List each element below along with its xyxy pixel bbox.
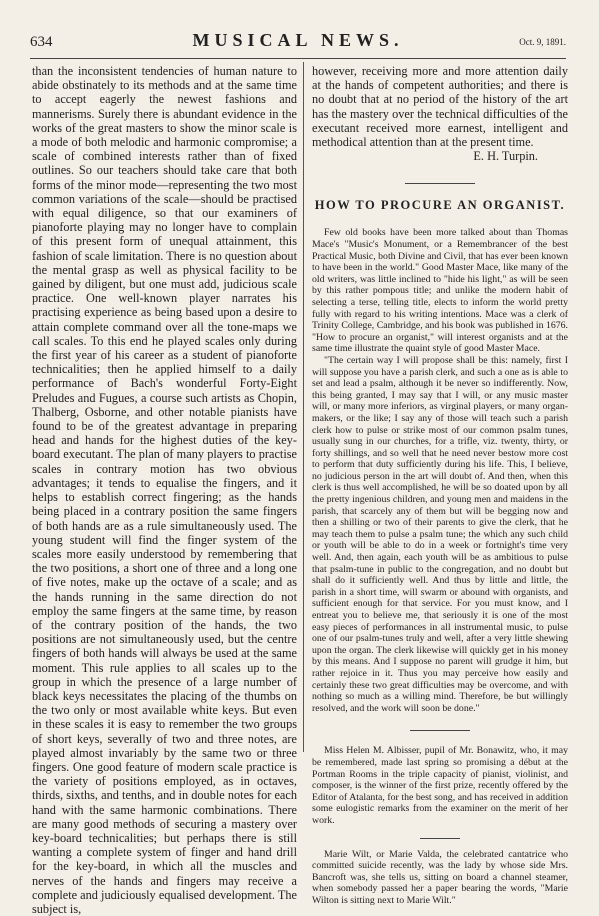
left-column-text: than the inconsistent tendencies of human nature to abide obstinately to its methods and at the same time to accept eagerly the newest fashions and mannerisms. Surely there is abundant evidence in the works of the great masters to show the minor scale is a mode of both melodic and harmonic compromise; a scale of combined interests rather than of fixed outlines. So our teachers should take care that both forms of the minor mode—representing the two most common variations of the scale—should be practised with equal diligence, so that our examiners of pianoforte playing may no longer have to complain of this present form of unequal attainment, this fashion of scale limitation. There is no question about the mental grasp as well as physical facility to be gained by diligent, but one must add, judicious scale practice. One well-known player narrates his practising experience as being based upon a desire to attain complete command over all the tone-maps we call scales. To this end he played scales only during the first year of his career as a student of pianoforte technicalities; then he applied himself to a daily performance of Bach's wonderful Forty-Eight Preludes and Fugues, a course such artists as Chopin, Thalberg, Osborne, and other notable pianists have found to be of the greatest advantage in preparing head and hands for the highest duties of the key-board executant. The plan of many players to practise scales in contrary motion has two obvious advantages; it tends to equalise the fingers, and it helps to establish correct fingering; as the hands being placed in a contrary position the same fingers of both hands are as a rule simultaneously used. The young student will find the finger system of the scales more easily understood by remembering that the two positions, a short one of three and a long one of five notes, make up the octave of a scale; and as the hands running in the same direction do not employ the same fingers at the same time, by reason of the contrary position of the hands, the two positions are not simultaneously used, but the centre fingers of both hands will always be used at the same moment. This rule applies to all scales up to the group in which the presence of a large number of black keys necessitates the placing of the thumbs on the two only or most available white keys. But even in these scales it is easy to remember the two groups of short keys, severally of two and three notes, are played almost invariably by the same two or three fingers. One good feature of modern scale practice is the variety of positions employed, as in octaves, thirds, sixths, and tenths, and in double notes for each hand with the same harmonic combinations. There are many good methods of securing a mastery over key-board technicalities; but perhaps there is still wanting a complete system of finger and hand drill for the key-board, in which all the muscles and nerves of the hands and fingers may receive a complete and judiciously equalised development. The subject is, — [32, 64, 297, 916]
article-paragraph: Few old books have been more talked about than Thomas Mace's "Music's Monument, or a Remembrancer of the best Practical Music, both Divine and Civil, that has ever been known to have been in the world." Good Master Mace, like many of the old writers, was little inclined to "hide his light," as will be seen by this rather pompous title; and unlike the modern habit of selecting a terse, telling title, elects to inform the world pretty fully with regard to his writing intentions. Mace was a clerk of Trinity College, Cambridge, and his book was published in 1676. "How to procure an organist," will interest organists and at the same time illustrate the quaint style of good Master Mace. — [312, 227, 568, 355]
running-title: MUSICAL NEWS. — [192, 30, 404, 50]
continuation-text: however, receiving more and more attention daily at the hands of competent authorities; and there is no doubt that at no period of the history of the art has the mastery over the technical difficulties of the executant received more earnest, intelligent and methodical attention than at the present time. — [312, 64, 568, 150]
article-title: HOW TO PROCURE AN ORGANIST. — [314, 198, 566, 213]
page-number: 634 — [30, 34, 53, 50]
header-rule — [30, 58, 566, 59]
article-paragraph: "The certain way I will propose shall be this: namely, first I will suppose you have a parish clerk, and such a one as is able to set and lead a psalm, although it be never so indifferently. Now, this being granted, I may say that I will, or any music master will, or many more inferiors, as virginal players, or many organ-makers, or the like; I say any of those will teach such a parish clerk how to pulse or strike most of our common psalm tunes, usually sung in our churches, for a trifle, viz. twenty, thirty, or forty shillings, and so well that he need never bestow more cost to perform that duty sufficiently during his life. This, I believe, no judicious person in the art will doubt of. And then, when this clerk is thus well accomplished, he will be so doated upon by all the pretty ingenious children, and young men and maidens in the parish, that scarcely any of them but will be begging now and then a shilling or two of their parents to give the clerk, that he may teach them to pulse a psalm tune; the which any such child or youth will be able to do in a week or fortnight's time very well. And, then again, each youth will be as ambitious to pulse that psalm-tune in public to the congregation, and no doubt but shall do it sufficiently well. And thus by little and little, the parish in a short time, will swarm or abound with organists, and sufficient enough for that service. For you must know, and I entreat you to believe me, that seriously it is one of the most easy pieces of performances in all instrumental music, to pulse one of our psalm-tunes truly and well, after a very little shewing upon the organ. The clerk likewise will quickly get in his money by this means. And I suppose no parent will grudge it him, but rather rejoice in it. Thus you may perceive how easily and certainly these two great difficulties may be overcome, and with nothing so much as a willing mind. Therefore, be but willingly resolved, and the work will soon be done." — [312, 354, 568, 714]
column-divider — [303, 62, 304, 752]
news-note: Marie Wilt, or Marie Valda, the celebrated cantatrice who committed suicide recently, was the lady by whose side Mrs. Bancroft was, she tells us, sitting on board a channel steamer, when somebody passed her a paper bearing the words, "Marie Wilton is sitting next to Marie Wilt." — [312, 848, 568, 906]
left-column — [32, 64, 297, 916]
section-rule — [410, 730, 470, 731]
section-rule — [420, 838, 460, 839]
news-note: Miss Helen M. Albisser, pupil of Mr. Bonawitz, who, it may be remembered, made last spring so promising a début at the Portman Rooms in the triple capacity of pianist, violinist, and composer, is the winner of the first prize, recently offered by the Editor of Atalanta, for the best song, and has received in addition some eulogistic remarks from the examiner on the merit of her work. — [312, 745, 568, 826]
right-column — [312, 64, 568, 906]
author-signature: E. H. Turpin. — [473, 149, 538, 164]
page-header — [30, 30, 566, 52]
title-rule — [405, 183, 475, 184]
issue-date: Oct. 9, 1891. — [519, 37, 566, 47]
